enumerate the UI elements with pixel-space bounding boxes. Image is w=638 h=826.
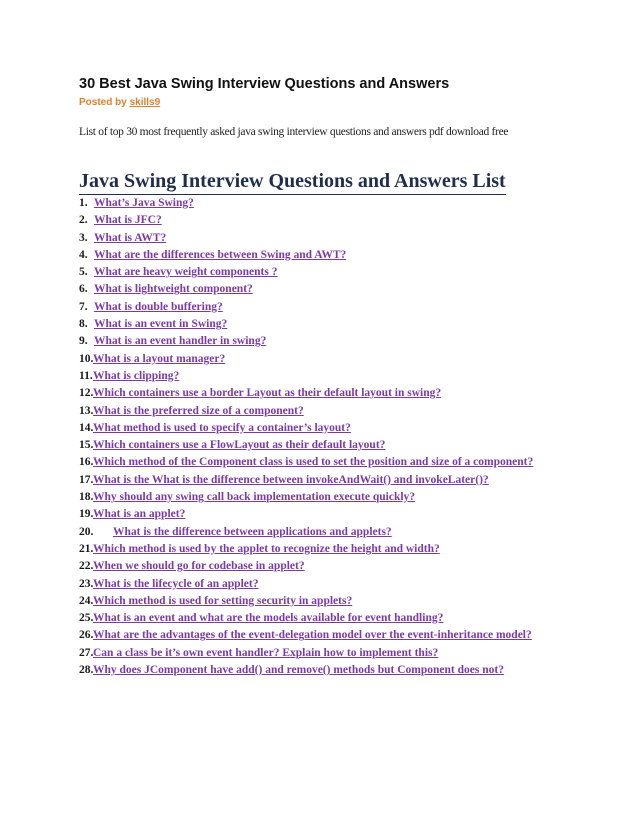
list-item (79, 385, 569, 402)
question-number: 13. (79, 404, 94, 417)
list-item (79, 593, 569, 610)
question-number: 3. (79, 231, 88, 244)
question-number: 28. (79, 664, 94, 677)
list-item (79, 645, 569, 662)
list-item (79, 576, 569, 593)
posted-by-line (79, 97, 160, 108)
question-number: 26. (79, 629, 94, 642)
question-number: 4. (79, 248, 88, 261)
question-link[interactable]: What is the lifecycle of an applet? (93, 577, 259, 590)
question-number: 25. (79, 612, 94, 625)
question-number: 18. (79, 491, 94, 504)
list-item (79, 489, 569, 506)
list-item (79, 506, 569, 523)
list-item (79, 351, 569, 368)
question-number: 14. (79, 421, 94, 434)
question-number: 5. (79, 266, 88, 279)
question-link[interactable]: What is an event in Swing? (94, 318, 228, 331)
question-link[interactable]: Which method of the Component class is used to set the position and size of a component? (93, 456, 534, 469)
question-number: 22. (79, 560, 94, 573)
question-link[interactable]: What are the advantages of the event-delegation model over the event-inheritance model? (93, 629, 532, 642)
list-item (79, 454, 569, 471)
document-title: 30 Best Java Swing Interview Questions and Answers (79, 76, 450, 92)
list-item (79, 368, 569, 385)
question-link[interactable]: What is the What is the difference between invokeAndWait() and invokeLater()? (93, 473, 489, 486)
question-number: 24. (79, 594, 94, 607)
question-number: 6. (79, 283, 88, 296)
list-item (79, 230, 569, 247)
question-link[interactable]: Which containers use a border Layout as their default layout in swing? (93, 387, 442, 400)
list-item (79, 437, 569, 454)
question-link[interactable]: Which method is used by the applet to recognize the height and width? (93, 542, 440, 555)
list-item (79, 281, 569, 298)
question-link[interactable]: What is clipping? (93, 369, 180, 382)
questions-list-heading: Java Swing Interview Questions and Answers List (79, 168, 506, 195)
question-link[interactable]: Why does JComponent have add() and remove() methods but Component does not? (93, 664, 504, 677)
question-link[interactable]: Why should any swing call back implementation execute quickly? (93, 491, 416, 504)
question-number: 9. (79, 335, 88, 348)
question-number: 27. (79, 646, 94, 659)
question-link[interactable]: What’s Java Swing? (94, 197, 194, 209)
question-link[interactable]: What is an applet? (93, 508, 186, 521)
question-link[interactable]: Which containers use a FlowLayout as their default layout? (93, 439, 386, 452)
question-link[interactable]: What is JFC? (94, 214, 162, 227)
question-link[interactable]: Which method is used for setting security in applets? (93, 594, 353, 607)
list-item (79, 403, 569, 420)
question-number: 11. (79, 369, 93, 382)
list-item (79, 195, 569, 212)
question-number: 23. (79, 577, 94, 590)
author-link[interactable]: skills9 (129, 97, 161, 108)
question-number: 7. (79, 300, 88, 313)
question-number: 21. (79, 542, 94, 555)
question-number: 19. (79, 508, 94, 521)
question-link[interactable]: What are heavy weight components ? (94, 266, 278, 279)
list-item (79, 662, 569, 679)
list-item (79, 247, 569, 264)
list-item (79, 558, 569, 575)
question-link[interactable]: What method is used to specify a container’s layout? (93, 421, 351, 434)
question-number: 10. (79, 352, 94, 365)
question-link[interactable]: What is a layout manager? (93, 352, 226, 365)
list-item (79, 333, 569, 350)
posted-by-label: Posted by (79, 97, 127, 108)
intro-paragraph: List of top 30 most frequently asked java swing interview questions and answers pdf download free (79, 126, 509, 138)
question-number: 15. (79, 439, 94, 452)
question-link[interactable]: What are the differences between Swing and AWT? (94, 248, 347, 261)
question-number: 20. (79, 525, 94, 538)
question-number: 2. (79, 214, 88, 227)
question-link[interactable]: What is lightweight component? (94, 283, 253, 296)
question-number: 12. (79, 387, 94, 400)
question-link[interactable]: What is double buffering? (94, 300, 223, 313)
question-number: 16. (79, 456, 94, 469)
questions-list (79, 195, 569, 679)
question-link[interactable]: When we should go for codebase in applet? (93, 560, 305, 573)
question-number: 1. (79, 197, 88, 209)
question-number: 8. (79, 318, 88, 331)
question-link[interactable]: Can a class be it’s own event handler? Explain how to implement this? (93, 646, 439, 659)
list-item (79, 420, 569, 437)
question-link[interactable]: What is the difference between applications and applets? (113, 525, 392, 538)
question-link[interactable]: What is AWT? (94, 231, 167, 244)
list-item (79, 627, 569, 644)
question-number: 17. (79, 473, 94, 486)
list-item (79, 524, 569, 541)
list-item (79, 264, 569, 281)
list-item (79, 212, 569, 229)
list-item (79, 610, 569, 627)
list-item (79, 541, 569, 558)
list-item (79, 316, 569, 333)
list-item (79, 299, 569, 316)
question-link[interactable]: What is an event handler in swing? (94, 335, 267, 348)
question-link[interactable]: What is an event and what are the models available for event handling? (93, 612, 444, 625)
question-link[interactable]: What is the preferred size of a component? (93, 404, 304, 417)
list-item (79, 472, 569, 489)
